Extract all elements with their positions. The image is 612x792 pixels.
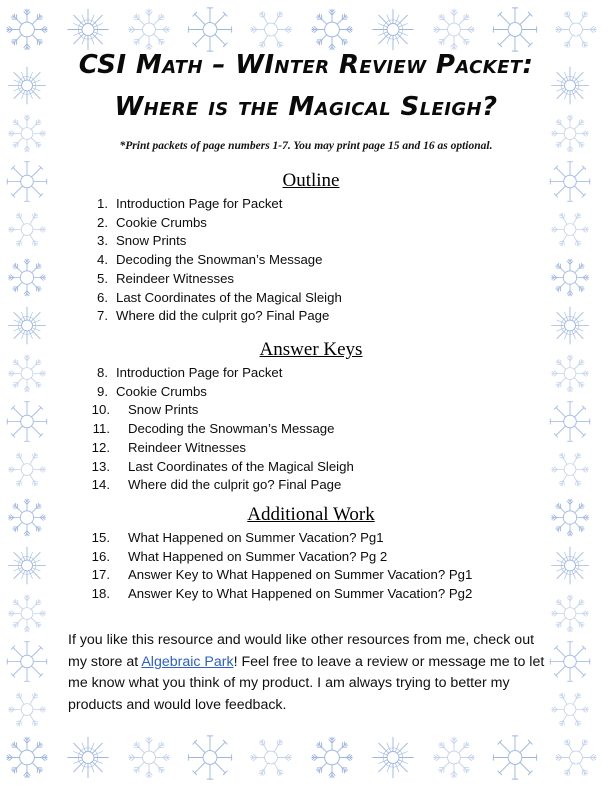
list-item-label: What Happened on Summer Vacation? Pg 2 bbox=[128, 548, 388, 564]
list-item-label: Snow Prints bbox=[116, 233, 187, 249]
list-item bbox=[0, 270, 612, 289]
list-item-label: Snow Prints bbox=[128, 402, 199, 418]
list-item bbox=[0, 251, 612, 270]
list-item-label: Reindeer Witnesses bbox=[128, 439, 247, 455]
page-title-line-2: Where is the Magical Sleigh? bbox=[114, 91, 498, 122]
closing-paragraph bbox=[68, 630, 546, 716]
list-item-label: Answer Key to What Happened on Summer Vacation? Pg2 bbox=[128, 586, 473, 602]
list-item bbox=[0, 232, 612, 251]
list-item bbox=[0, 195, 612, 214]
list-item-number: 11. bbox=[92, 421, 110, 437]
additional-work-list bbox=[0, 529, 612, 604]
list-item-number: 4. bbox=[97, 252, 108, 268]
section-heading: Additional Work bbox=[247, 504, 375, 525]
list-item-number: 7. bbox=[97, 308, 108, 324]
list-item bbox=[0, 476, 612, 495]
list-item-number: 3. bbox=[97, 233, 108, 249]
outline-list bbox=[0, 195, 612, 326]
closing-text-before-link: If you like this resource and would like other resources from me, check out my store at bbox=[68, 632, 535, 670]
list-item bbox=[0, 364, 612, 383]
list-item-label: Decoding the Snowman’s Message bbox=[128, 421, 335, 437]
list-item bbox=[0, 566, 612, 585]
list-item bbox=[0, 458, 612, 477]
list-item-label: Introduction Page for Packet bbox=[116, 196, 283, 211]
list-item bbox=[0, 401, 612, 420]
list-item bbox=[0, 383, 612, 402]
list-item-number: 12. bbox=[91, 439, 110, 455]
list-item-label: Last Coordinates of the Magical Sleigh bbox=[116, 289, 342, 305]
list-item-number: 2. bbox=[97, 214, 108, 230]
list-item-label: Cookie Crumbs bbox=[116, 383, 207, 399]
list-item-number: 10. bbox=[91, 402, 110, 418]
list-item-number: 9. bbox=[97, 383, 108, 399]
section-answer-keys bbox=[0, 339, 612, 495]
page-title-line-1: CSI Math – WInter Review Packet: bbox=[78, 50, 534, 80]
list-item bbox=[0, 307, 612, 326]
list-item-number: 8. bbox=[97, 365, 108, 380]
list-item-label: Last Coordinates of the Magical Sleigh bbox=[128, 458, 354, 474]
list-item-number: 17. bbox=[91, 567, 110, 583]
list-item bbox=[0, 548, 612, 567]
list-item bbox=[0, 420, 612, 439]
list-item-label: What Happened on Summer Vacation? Pg1 bbox=[128, 530, 384, 545]
closing-text-after-link: ! Feel free to leave a review or message me to let me know what you think of my product. I am always trying to better my products and would love feedback. bbox=[68, 653, 545, 713]
list-item-label: Reindeer Witnesses bbox=[116, 270, 235, 286]
list-item-number: 1. bbox=[97, 196, 108, 211]
list-item-number: 6. bbox=[97, 289, 108, 305]
store-link[interactable]: Algebraic Park bbox=[141, 653, 234, 670]
list-item bbox=[0, 529, 612, 548]
print-instructions: *Print packets of page numbers 1-7. You may print page 15 and 16 as optional. bbox=[119, 139, 493, 152]
list-item-label: Answer Key to What Happened on Summer Vacation? Pg1 bbox=[128, 567, 473, 583]
section-heading: Outline bbox=[282, 170, 340, 191]
list-item-number: 15. bbox=[91, 530, 110, 545]
list-item-label: Introduction Page for Packet bbox=[116, 365, 283, 380]
list-item bbox=[0, 439, 612, 458]
list-item-number: 13. bbox=[91, 458, 110, 474]
list-item-label: Where did the culprit go? Final Page bbox=[128, 477, 342, 493]
list-item bbox=[0, 585, 612, 604]
section-heading: Answer Keys bbox=[259, 339, 363, 360]
list-item bbox=[0, 289, 612, 308]
title-block bbox=[56, 48, 556, 152]
list-item-number: 18. bbox=[91, 586, 110, 602]
section-outline bbox=[0, 170, 612, 326]
list-item-number: 5. bbox=[97, 270, 108, 286]
list-item bbox=[0, 214, 612, 233]
list-item-number: 14. bbox=[91, 477, 110, 493]
list-item-label: Where did the culprit go? Final Page bbox=[116, 308, 330, 324]
answer-keys-list bbox=[0, 364, 612, 495]
list-item-number: 16. bbox=[91, 548, 110, 564]
list-item-label: Decoding the Snowman’s Message bbox=[116, 252, 323, 268]
list-item-label: Cookie Crumbs bbox=[116, 214, 207, 230]
section-additional-work bbox=[0, 504, 612, 604]
